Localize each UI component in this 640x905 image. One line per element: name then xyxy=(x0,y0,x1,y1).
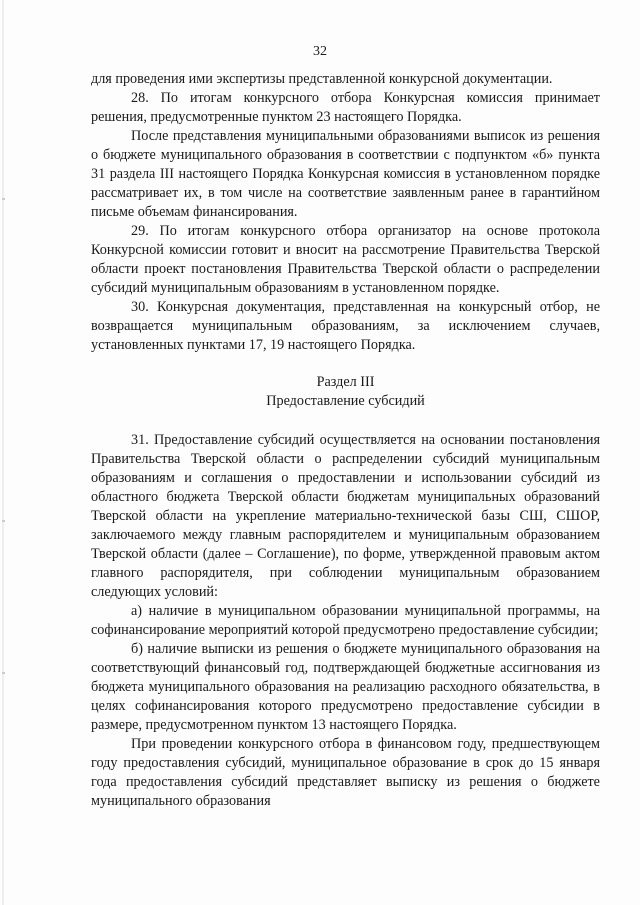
scan-edge-shadow xyxy=(2,0,4,905)
paragraph: б) наличие выписки из решения о бюджете муниципального образования на соответствующий финансовый год, подтверждающей бюджетные ассигнования из бюджета муниципального образования на реализацию расходного обязательства, в целях софинансирования которого предусмотрено предоставление субсидии в размере, предусмотренном пунктом 13 настоящего Порядка. xyxy=(91,641,600,733)
section-subtitle: Предоставление субсидий xyxy=(266,393,425,409)
scan-mark xyxy=(2,198,5,200)
scan-mark xyxy=(2,672,5,674)
paragraph: для проведения ими экспертизы представленной конкурсной документации. xyxy=(91,71,553,87)
paragraph: 28. По итогам конкурсного отбора Конкурсная комиссия принимает решения, предусмотренные пунктом 23 настоящего Порядка. xyxy=(91,90,600,125)
paragraphs-top xyxy=(91,70,600,355)
paragraphs-bottom xyxy=(91,431,600,811)
paragraph: После представления муниципальными образованиями выписок из решения о бюджете муниципального образования в соответствии с подпунктом «б» пункта 31 раздела III настоящего Порядка Конкурсная комиссия в установленном порядке рассматривает их, в том числе на соответствие заявленным ранее в гарантийном письме объемам финансирования. xyxy=(91,128,600,220)
document-body xyxy=(91,70,600,811)
scan-mark xyxy=(2,520,5,522)
paragraph: 29. По итогам конкурсного отбора организатор на основе протокола Конкурсной комиссии готовит и вносит на рассмотрение Правительства Тверской области проект постановления Правительства Тверской области о распределении субсидий муниципальным образованиям в установленном порядке. xyxy=(91,223,600,296)
paragraph: 30. Конкурсная документация, представленная на конкурсный отбор, не возвращается муниципальным образованиям, за исключением случаев, установленных пунктами 17, 19 настоящего Порядка. xyxy=(91,299,600,353)
page-number: 32 xyxy=(313,44,327,59)
paragraph: а) наличие в муниципальном образовании муниципальной программы, на софинансирование мероприятий которой предусмотрено предоставление субсидии; xyxy=(91,603,600,638)
paragraph: При проведении конкурсного отбора в финансовом году, предшествующем году предоставления субсидий, муниципальное образование в срок до 15 января года предоставления субсидий представляет выписку из решения о бюджете муниципального образования xyxy=(91,736,600,809)
paragraph: 31. Предоставление субсидий осуществляется на основании постановления Правительства Тверской области о распределении субсидий муниципальным образованиям и соглашения о предоставлении и использовании субсидий из областного бюджета Тверской области бюджетам муниципальных образований Тверской области на укрепление материально-технической базы СШ, СШОР, заключаемого между главным распорядителем и муниципальным образованием Тверской области (далее – Соглашение), по форме, утвержденной правовым актом главного распорядителя, при соблюдении муниципальным образованием следующих условий: xyxy=(91,432,600,600)
section-title: Раздел III xyxy=(316,374,375,390)
